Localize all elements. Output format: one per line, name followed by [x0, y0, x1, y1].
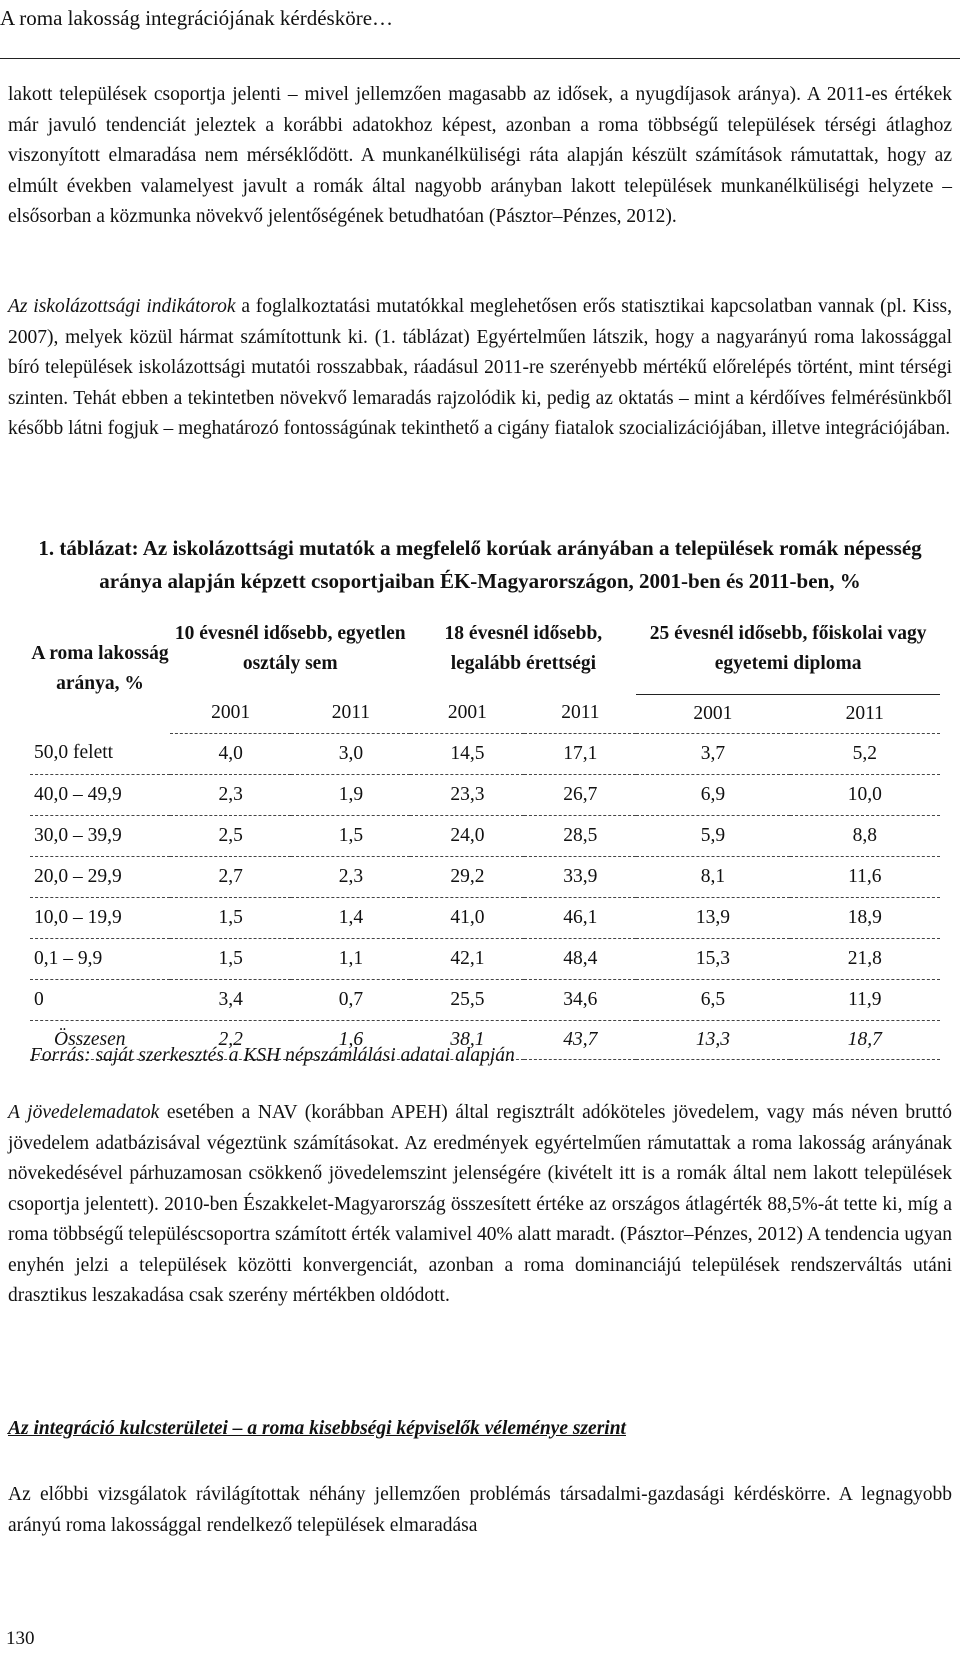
table-cell: 1,5: [170, 938, 291, 979]
table-cell: 33,9: [524, 856, 636, 897]
table-cell: 1,5: [170, 897, 291, 938]
table-cell: 28,5: [524, 815, 636, 856]
table-row: [30, 774, 940, 815]
table-cell: 43,7: [524, 1020, 636, 1059]
year-header: 2011: [524, 694, 636, 733]
table-cell: 3,4: [170, 979, 291, 1020]
group-header: 10 évesnél idősebb, egyetlen osztály sem: [174, 623, 406, 674]
table-row: [30, 733, 940, 774]
table-cell: 17,1: [524, 733, 636, 774]
row-label: 30,0 – 39,9: [30, 815, 170, 856]
year-header: 2001: [170, 694, 291, 733]
table-cell: 23,3: [410, 774, 524, 815]
table-cell: 18,7: [790, 1020, 940, 1059]
table-row: [30, 897, 940, 938]
table-cell: 42,1: [410, 938, 524, 979]
row-header-cell: A roma lakosság aránya, %: [31, 642, 169, 694]
table-cell: 15,3: [636, 938, 789, 979]
table-cell: 2,2: [170, 1020, 291, 1059]
table-cell: 4,0: [170, 733, 291, 774]
group-header: 18 évesnél idősebb, legalább érettségi: [444, 623, 603, 674]
table-cell: 13,3: [636, 1020, 789, 1059]
table-cell: 48,4: [524, 938, 636, 979]
table-cell: 26,7: [524, 774, 636, 815]
table-cell: 5,9: [636, 815, 789, 856]
table-cell: 1,1: [291, 938, 410, 979]
year-header: 2011: [790, 694, 940, 733]
table-cell: 11,6: [790, 856, 940, 897]
table-cell: 14,5: [410, 733, 524, 774]
table-cell: 2,5: [170, 815, 291, 856]
table-cell: 24,0: [410, 815, 524, 856]
table-cell: 3,0: [291, 733, 410, 774]
year-header: 2001: [636, 694, 789, 733]
table-cell: 6,9: [636, 774, 789, 815]
table-cell: 25,5: [410, 979, 524, 1020]
table-cell: 8,1: [636, 856, 789, 897]
table-caption: 1. táblázat: Az iskolázottsági mutatók a megfelelő korúak arányában a települések romák népesség aránya alapján képzett csoportjaiban ÉK-Magyarországon, 2001-ben és 2011-ben, %: [38, 536, 922, 593]
row-label: 20,0 – 29,9: [30, 856, 170, 897]
table-cell: 18,9: [790, 897, 940, 938]
paragraph-unemployment: lakott települések csoportja jelenti – mivel jellemzően magasabb az idősek, a nyugdíjasok aránya). A 2011-es értékek már javuló tendenciát jeleztek a korábbi adatokhoz képest, azonban a roma többségű települések térségi átlaghoz viszonyított elmaradása nem mérséklődött. A munkanélküliségi ráta alapján készült számítások rámutattak, hogy az elmúlt években valamelyest javult a romák által nagyobb arányban lakott települések munkanélküliségi helyzete – elsősorban a közmunka növekvő jelentőségének betudhatóan (Pásztor–Pénzes, 2012).: [8, 84, 952, 227]
table-cell: 8,8: [790, 815, 940, 856]
paragraph-education-text: a foglalkoztatási mutatókkal meglehetősen erős statisztikai kapcsolatban vannak (pl. Kiss, 2007), melyek közül hármat számítottunk ki. (1. táblázat) Egyértelműen látszik, hogy a nagyarányú roma lakossággal bíró települések iskolázottsági mutatói rosszabbak, ráadásul 2011-re szerényebb mértékű előrelépés történt, mint térségi szinten. Tehát ebben a tekintetben növekvő lemaradás rajzolódik ki, pedig az oktatás – mint a kérdőíves felmérésünkből később látni fogjuk – meghatározó fontosságúnak tekinthető a cigány fiatalok szocializációjában, illetve integrációjában.: [8, 296, 952, 439]
italic-lead-income: A jövedelemadatok: [8, 1102, 160, 1123]
table-row: [30, 979, 940, 1020]
education-table: [30, 604, 940, 1060]
table-cell: 2,3: [170, 774, 291, 815]
paragraph-income: [8, 1098, 952, 1312]
year-header: 2011: [291, 694, 410, 733]
table-cell: 13,9: [636, 897, 789, 938]
table-cell: 6,5: [636, 979, 789, 1020]
running-title: A roma lakosság integrációjának kérdésköre…: [0, 6, 394, 30]
table-cell: 21,8: [790, 938, 940, 979]
paragraph-intro: Az előbbi vizsgálatok rávilágítottak néhány jellemzően problémás társadalmi-gazdasági kérdéskörre. A legnagyobb arányú roma lakossággal rendelkező települések elmaradása: [8, 1484, 952, 1536]
table-cell: 1,6: [291, 1020, 410, 1059]
row-label: 50,0 felett: [30, 733, 170, 774]
table-cell: 0,7: [291, 979, 410, 1020]
table-cell: 38,1: [410, 1020, 524, 1059]
table-cell: 1,5: [291, 815, 410, 856]
group-header: 25 évesnél idősebb, főiskolai vagy egyetemi diploma: [636, 604, 940, 694]
year-header: 2001: [410, 694, 524, 733]
table-cell: 29,2: [410, 856, 524, 897]
running-header: [0, 0, 960, 59]
row-label: 0: [30, 979, 170, 1020]
table-source: Forrás: saját szerkesztés a KSH népszámlálási adatai alapján: [30, 1045, 515, 1066]
table-cell: 3,7: [636, 733, 789, 774]
table-cell: 11,9: [790, 979, 940, 1020]
paragraph-education: [8, 292, 952, 445]
table-row: [30, 815, 940, 856]
table-cell: 10,0: [790, 774, 940, 815]
row-label: 0,1 – 9,9: [30, 938, 170, 979]
table-row: [30, 938, 940, 979]
table-cell: 41,0: [410, 897, 524, 938]
table-cell: 5,2: [790, 733, 940, 774]
row-label: 10,0 – 19,9: [30, 897, 170, 938]
italic-lead-education: Az iskolázottsági indikátorok: [8, 296, 236, 317]
page-number: 130: [6, 1628, 35, 1649]
paragraph-income-text: esetében a NAV (korábban APEH) által regisztrált adóköteles jövedelem, vagy más néven bruttó jövedelem adatbázisával végeztünk számításokat. Az eredmények egyértelműen rámutattak a roma lakosság arányának növekedésével párhuzamosan csökkenő jövedelemszint jelenségére (kivételt itt is a romák által nem lakott települések csoportja jelentett). 2010-ben Északkelet-Magyarország összesített értéke az országos átlagérték 88,5%-át tette ki, míg a roma többségű településcsoportra számított érték valamivel 40% alatt maradt. (Pásztor–Pénzes, 2012) A tendencia ugyan enyhén jelzi a települések közötti konvergenciát, azonban a roma dominanciájú települések rendszerváltás utáni drasztikus leszakadása csak szerény mértékben oldódott.: [8, 1102, 952, 1306]
table-cell: 2,3: [291, 856, 410, 897]
table-cell: 34,6: [524, 979, 636, 1020]
table-cell: 2,7: [170, 856, 291, 897]
section-heading: Az integráció kulcsterületei – a roma kisebbségi képviselők véleménye szerint: [8, 1418, 626, 1439]
table-cell: 1,9: [291, 774, 410, 815]
total-label: Összesen: [30, 1020, 170, 1059]
row-label: 40,0 – 49,9: [30, 774, 170, 815]
table-cell: 46,1: [524, 897, 636, 938]
table-cell: 1,4: [291, 897, 410, 938]
table-row: [30, 856, 940, 897]
